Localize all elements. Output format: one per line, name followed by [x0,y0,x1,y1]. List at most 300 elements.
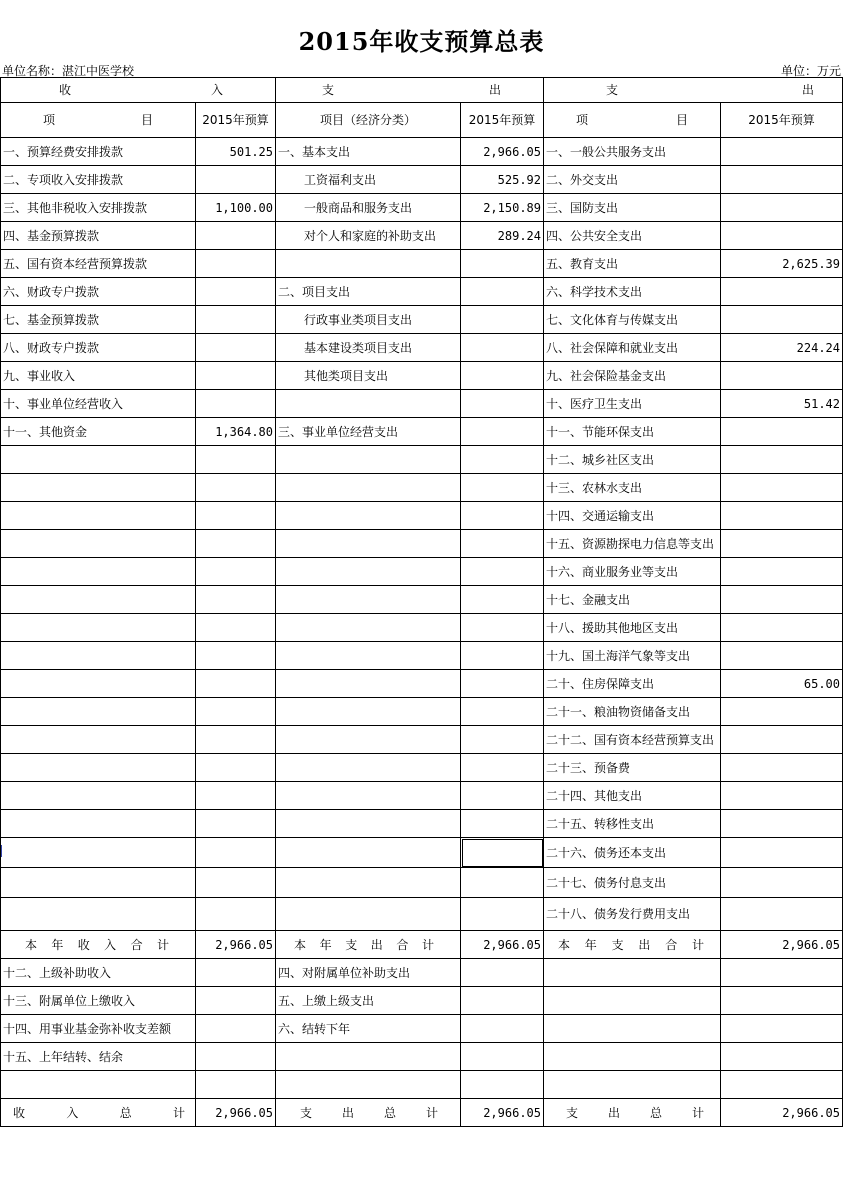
table-row [1,278,843,306]
cell-income-item[interactable]: 六、财政专户拨款 [1,278,196,306]
table-row [1,810,843,838]
cell-income-item[interactable] [1,810,196,838]
cell-income-budget[interactable] [196,810,276,838]
expense-header-char: 支 [606,83,619,97]
table-row [1,306,843,334]
cell-expense-budget[interactable] [461,250,544,278]
cell-function-budget[interactable]: 51.42 [721,390,843,418]
cell-expense-budget[interactable] [461,670,544,698]
cell-function-budget[interactable] [721,194,843,222]
cell-income-budget[interactable] [196,222,276,250]
label-char: 收 [13,1105,26,1120]
cell-function-budget[interactable] [721,530,843,558]
subtotal-expense2-value[interactable]: 2,966.05 [721,931,843,959]
income-header-char: 收 [59,83,72,97]
cell-income-budget[interactable] [196,558,276,586]
cell-income-item[interactable]: 十、事业单位经营收入 [1,390,196,418]
cell-function-budget[interactable] [721,898,843,931]
table-row [1,754,843,782]
label-char: 总 [649,1105,662,1120]
cell-expense-item[interactable]: 基本建设类项目支出 [276,334,461,362]
header-row-1 [1,78,843,103]
cell-expense-item[interactable] [276,698,461,726]
label-char: 年 [51,937,64,952]
cell-expense-item[interactable]: 工资福利支出 [276,166,461,194]
cell-income-item[interactable] [1,474,196,502]
label-char: 支 [566,1105,579,1120]
cell-expense-budget[interactable] [461,558,544,586]
cell-income-budget[interactable] [196,474,276,502]
cell-function-item[interactable]: 二十四、其他支出 [544,782,721,810]
cell-income-item[interactable] [1,698,196,726]
cell-income-item[interactable]: 十五、上年结转、结余 [1,1043,196,1071]
cell-income-budget[interactable] [196,754,276,782]
expense-header-char: 支 [322,83,335,97]
page-title: 2015年收支预算总表 [298,27,545,56]
cell-function-budget[interactable] [721,502,843,530]
table-row [1,670,843,698]
cell-function-budget[interactable] [721,558,843,586]
table-row [1,1043,843,1071]
cell-expense-budget[interactable] [461,306,544,334]
cell-expense-budget[interactable] [461,418,544,446]
cell-expense-item[interactable] [276,558,461,586]
cell-expense-item[interactable]: 一、基本支出 [276,138,461,166]
cell-income-budget[interactable] [196,782,276,810]
table-row [1,868,843,898]
cell-income-item[interactable] [1,502,196,530]
cell-income-budget[interactable] [196,1043,276,1071]
cell-income-budget[interactable] [196,1071,276,1099]
cell-function-budget[interactable] [721,1015,843,1043]
cell-expense-budget[interactable] [461,1071,544,1099]
cell-income-item[interactable] [1,726,196,754]
cell-function-item[interactable]: 四、公共安全支出 [544,222,721,250]
label-char: 入 [66,1105,79,1120]
cell-expense-item[interactable] [276,810,461,838]
cell-function-budget[interactable]: 224.24 [721,334,843,362]
table-row [1,959,843,987]
cell-expense-budget[interactable] [461,474,544,502]
cell-income-budget[interactable]: 1,364.80 [196,418,276,446]
cell-income-item[interactable] [1,838,196,868]
expense-header-function[interactable] [544,78,843,103]
cell-function-budget[interactable] [721,782,843,810]
cell-function-budget[interactable] [721,614,843,642]
table-row [1,222,843,250]
cell-expense-budget[interactable] [461,530,544,558]
cell-function-item[interactable]: 十三、农林水支出 [544,474,721,502]
cell-expense-budget[interactable] [461,1043,544,1071]
table-row [1,502,843,530]
cell-expense-budget[interactable] [461,698,544,726]
label-char: 总 [119,1105,132,1120]
total-row [1,1099,843,1127]
table-row [1,250,843,278]
budget-table [0,77,843,1127]
cell-income-item[interactable] [1,782,196,810]
cell-income-item[interactable] [1,614,196,642]
cell-function-budget[interactable] [721,278,843,306]
cell-expense-budget[interactable] [461,959,544,987]
total-expense-label[interactable] [276,1099,461,1127]
cell-expense-item[interactable]: 行政事业类项目支出 [276,306,461,334]
cell-expense-item[interactable]: 一般商品和服务支出 [276,194,461,222]
cell-expense-budget[interactable] [461,586,544,614]
header-char: 项 [576,113,589,127]
cell-function-item[interactable]: 三、国防支出 [544,194,721,222]
cell-income-item[interactable]: 二、专项收入安排拨款 [1,166,196,194]
cell-income-item[interactable] [1,898,196,931]
cell-function-item[interactable]: 二十三、预备费 [544,754,721,782]
cell-function-budget[interactable] [721,306,843,334]
cell-expense-budget[interactable] [461,334,544,362]
header-row-2 [1,103,843,138]
cell-income-budget[interactable] [196,362,276,390]
cell-income-item[interactable] [1,446,196,474]
total-income-value[interactable]: 2,966.05 [196,1099,276,1127]
cell-expense-budget[interactable] [461,726,544,754]
label-char: 合 [665,937,678,952]
cell-income-budget[interactable] [196,306,276,334]
cell-function-budget[interactable] [721,810,843,838]
header-char: 项 [43,113,56,127]
cell-function-item[interactable] [544,1043,721,1071]
cell-expense-budget[interactable] [461,810,544,838]
cell-expense-budget[interactable] [461,642,544,670]
cell-function-item[interactable]: 十六、商业服务业等支出 [544,558,721,586]
cell-expense-item[interactable]: 二、项目支出 [276,278,461,306]
cell-function-item[interactable] [544,987,721,1015]
cell-expense-item[interactable] [276,868,461,898]
table-row [1,698,843,726]
cell-function-item[interactable] [544,1015,721,1043]
cell-income-item[interactable]: 八、财政专户拨款 [1,334,196,362]
cell-expense-item[interactable] [276,754,461,782]
cell-function-budget[interactable] [721,987,843,1015]
cell-function-item[interactable] [544,959,721,987]
cell-function-budget[interactable]: 65.00 [721,670,843,698]
total-expense-value[interactable]: 2,966.05 [461,1099,544,1127]
cell-function-item[interactable]: 十一、节能环保支出 [544,418,721,446]
total-expense2-label[interactable] [544,1099,721,1127]
cell-income-item[interactable]: 九、事业收入 [1,362,196,390]
cell-function-budget[interactable] [721,754,843,782]
cell-function-item[interactable]: 二十六、债务还本支出 [544,838,721,868]
cell-function-budget[interactable] [721,642,843,670]
expense-header-char: 出 [801,83,814,97]
label-char: 收 [77,937,90,952]
cell-function-budget[interactable] [721,474,843,502]
cell-function-budget[interactable] [721,446,843,474]
cell-function-budget[interactable] [721,418,843,446]
table-row [1,446,843,474]
cell-expense-item[interactable]: 其他类项目支出 [276,362,461,390]
cell-function-item[interactable]: 二十一、粮油物资储备支出 [544,698,721,726]
subtotal-expense-label[interactable] [276,931,461,959]
cell-income-budget[interactable] [196,166,276,194]
cell-function-item[interactable]: 九、社会保险基金支出 [544,362,721,390]
cell-income-item[interactable] [1,670,196,698]
cell-function-budget[interactable] [721,1071,843,1099]
cell-expense-budget[interactable] [461,362,544,390]
cell-income-item[interactable]: 十一、其他资金 [1,418,196,446]
cell-income-item[interactable]: 四、基金预算拨款 [1,222,196,250]
cell-expense-budget[interactable]: 2,966.05 [461,138,544,166]
cell-income-budget[interactable] [196,334,276,362]
label-char: 总 [383,1105,396,1120]
subtotal-income-label[interactable] [1,931,196,959]
cell-expense-item[interactable] [276,898,461,931]
cell-function-item[interactable]: 十九、国土海洋气象等支出 [544,642,721,670]
cell-function-budget[interactable] [721,166,843,194]
cell-income-budget[interactable] [196,670,276,698]
unit-name-label: 单位名称：湛江中医学校 [2,64,135,78]
cell-function-budget[interactable] [721,698,843,726]
cell-income-item[interactable] [1,642,196,670]
cell-function-item[interactable]: 十五、资源勘探电力信息等支出 [544,530,721,558]
header-char: 目 [140,113,153,127]
table-row [1,362,843,390]
col-item3-header[interactable] [544,103,721,138]
header-char: 目 [675,113,688,127]
cell-function-item[interactable]: 二十二、国有资本经营预算支出 [544,726,721,754]
cell-function-item[interactable]: 五、教育支出 [544,250,721,278]
cell-income-item[interactable]: 三、其他非税收入安排拨款 [1,194,196,222]
income-header-char: 入 [210,83,223,97]
cell-expense-item[interactable] [276,390,461,418]
label-char: 入 [104,937,117,952]
table-row [1,166,843,194]
table-row [1,194,843,222]
income-header[interactable] [1,78,276,103]
subtotal-expense2-label[interactable] [544,931,721,959]
label-char: 出 [370,937,383,952]
cell-function-budget[interactable] [721,838,843,868]
cell-function-item[interactable]: 二十八、债务发行费用支出 [544,898,721,931]
cell-income-budget[interactable] [196,959,276,987]
cell-expense-budget[interactable]: 2,150.89 [461,194,544,222]
col-econ-item-header[interactable]: 项目（经济分类） [276,103,461,138]
total-income-label[interactable] [1,1099,196,1127]
cell-expense-budget[interactable] [461,838,544,868]
table-row [1,530,843,558]
cell-income-item[interactable]: 十二、上级补助收入 [1,959,196,987]
label-char: 合 [396,937,409,952]
cell-expense-item[interactable] [276,838,461,868]
label-char: 合 [130,937,143,952]
cell-expense-budget[interactable] [461,614,544,642]
cell-function-item[interactable]: 十二、城乡社区支出 [544,446,721,474]
label-char: 计 [691,937,704,952]
expense-header-basic[interactable] [276,78,544,103]
table-row [1,898,843,931]
col-budget-header[interactable]: 2015年预算 [196,103,276,138]
cell-expense-item[interactable] [276,782,461,810]
cell-income-budget[interactable] [196,390,276,418]
cell-function-item[interactable]: 十、医疗卫生支出 [544,390,721,418]
cell-income-item[interactable] [1,754,196,782]
label-char: 出 [341,1105,354,1120]
cell-expense-budget[interactable] [461,1015,544,1043]
cell-function-item[interactable]: 六、科学技术支出 [544,278,721,306]
col-budget2-header[interactable]: 2015年预算 [461,103,544,138]
label-char: 年 [584,937,597,952]
label-char: 本 [558,937,571,952]
cell-income-budget[interactable] [196,868,276,898]
cell-income-item[interactable] [1,586,196,614]
cell-expense-item[interactable] [276,250,461,278]
cell-income-item[interactable] [1,530,196,558]
label-char: 计 [425,1105,438,1120]
cell-function-budget[interactable]: 2,625.39 [721,250,843,278]
cell-income-item[interactable] [1,868,196,898]
cell-expense-item[interactable]: 对个人和家庭的补助支出 [276,222,461,250]
cell-function-item[interactable]: 二十七、债务付息支出 [544,868,721,898]
table-row [1,1071,843,1099]
cell-expense-item[interactable] [276,446,461,474]
cell-function-item[interactable] [544,1071,721,1099]
cell-expense-budget[interactable] [461,987,544,1015]
subtotal-income-value[interactable]: 2,966.05 [196,931,276,959]
table-row [1,614,843,642]
cell-function-budget[interactable] [721,222,843,250]
cell-expense-item[interactable] [276,502,461,530]
subtotal-expense-value[interactable]: 2,966.05 [461,931,544,959]
cell-income-item[interactable]: 一、预算经费安排拨款 [1,138,196,166]
table-row [1,838,843,868]
cell-function-item[interactable]: 七、文化体育与传媒支出 [544,306,721,334]
cell-expense-budget[interactable]: 289.24 [461,222,544,250]
cell-function-budget[interactable] [721,868,843,898]
cell-expense-budget[interactable] [461,868,544,898]
label-char: 支 [611,937,624,952]
cell-income-budget[interactable] [196,987,276,1015]
cell-expense-item[interactable] [276,726,461,754]
cell-income-budget[interactable] [196,726,276,754]
cell-income-budget[interactable] [196,1015,276,1043]
label-char: 本 [294,937,307,952]
table-row [1,987,843,1015]
cell-expense-item[interactable] [276,1043,461,1071]
cell-income-budget[interactable] [196,642,276,670]
table-row [1,642,843,670]
cell-expense-item[interactable]: 六、结转下年 [276,1015,461,1043]
label-char: 出 [638,937,651,952]
table-row [1,782,843,810]
label-char: 计 [156,937,169,952]
cell-function-budget[interactable] [721,726,843,754]
cell-expense-budget[interactable]: 525.92 [461,166,544,194]
cell-income-budget[interactable] [196,278,276,306]
cell-expense-budget[interactable] [461,446,544,474]
table-row [1,418,843,446]
expense-header-char: 出 [488,83,501,97]
label-char: 支 [300,1105,313,1120]
label-char: 计 [691,1105,704,1120]
cell-expense-item[interactable] [276,1071,461,1099]
cell-function-item[interactable]: 二十、住房保障支出 [544,670,721,698]
col-budget3-header[interactable]: 2015年预算 [721,103,843,138]
cell-function-item[interactable]: 十八、援助其他地区支出 [544,614,721,642]
table-row [1,390,843,418]
cell-function-item[interactable]: 二十五、转移性支出 [544,810,721,838]
cell-income-budget[interactable] [196,898,276,931]
cell-expense-item[interactable] [276,530,461,558]
table-row [1,474,843,502]
cell-income-item[interactable] [1,558,196,586]
cell-income-budget[interactable] [196,446,276,474]
cell-function-item[interactable]: 八、社会保障和就业支出 [544,334,721,362]
table-row [1,586,843,614]
label-char: 计 [172,1105,185,1120]
cell-expense-item[interactable]: 五、上缴上级支出 [276,987,461,1015]
cell-income-budget[interactable] [196,614,276,642]
cell-income-budget[interactable] [196,586,276,614]
cell-income-item[interactable]: 七、基金预算拨款 [1,306,196,334]
cell-income-item[interactable]: 十四、用事业基金弥补收支差额 [1,1015,196,1043]
cell-expense-item[interactable] [276,586,461,614]
label-char: 出 [607,1105,620,1120]
cell-expense-budget[interactable] [461,754,544,782]
cell-income-budget[interactable]: 501.25 [196,138,276,166]
cell-income-budget[interactable] [196,698,276,726]
table-row [1,1015,843,1043]
cell-income-item[interactable]: 十三、附属单位上缴收入 [1,987,196,1015]
cell-income-budget[interactable] [196,838,276,868]
cell-function-budget[interactable] [721,1043,843,1071]
cell-expense-item[interactable] [276,642,461,670]
cell-expense-item[interactable] [276,670,461,698]
cell-income-budget[interactable]: 1,100.00 [196,194,276,222]
cell-expense-item[interactable]: 三、事业单位经营支出 [276,418,461,446]
cell-income-budget[interactable] [196,530,276,558]
table-row [1,138,843,166]
label-char: 支 [345,937,358,952]
cell-expense-item[interactable] [276,474,461,502]
cell-expense-budget[interactable] [461,898,544,931]
cell-function-budget[interactable] [721,586,843,614]
total-expense2-value[interactable]: 2,966.05 [721,1099,843,1127]
label-char: 本 [25,937,38,952]
cell-income-budget[interactable] [196,502,276,530]
cell-function-budget[interactable] [721,959,843,987]
cell-expense-item[interactable] [276,614,461,642]
table-row [1,726,843,754]
cell-income-item[interactable] [1,1071,196,1099]
cell-income-item[interactable]: 五、国有资本经营预算拨款 [1,250,196,278]
cell-function-item[interactable]: 十四、交通运输支出 [544,502,721,530]
cell-function-budget[interactable] [721,138,843,166]
cell-function-budget[interactable] [721,362,843,390]
table-row [1,334,843,362]
cell-income-budget[interactable] [196,250,276,278]
cell-expense-budget[interactable] [461,278,544,306]
subtotal-row [1,931,843,959]
unit-label: 单位：万元 [780,64,841,78]
cell-expense-budget[interactable] [461,502,544,530]
cell-expense-budget[interactable] [461,782,544,810]
cell-function-item[interactable]: 二、外交支出 [544,166,721,194]
cell-function-item[interactable]: 十七、金融支出 [544,586,721,614]
table-row [1,558,843,586]
cell-expense-budget[interactable] [461,390,544,418]
cell-expense-item[interactable]: 四、对附属单位补助支出 [276,959,461,987]
col-item-header[interactable] [1,103,196,138]
label-char: 计 [421,937,434,952]
cell-function-item[interactable]: 一、一般公共服务支出 [544,138,721,166]
label-char: 年 [319,937,332,952]
